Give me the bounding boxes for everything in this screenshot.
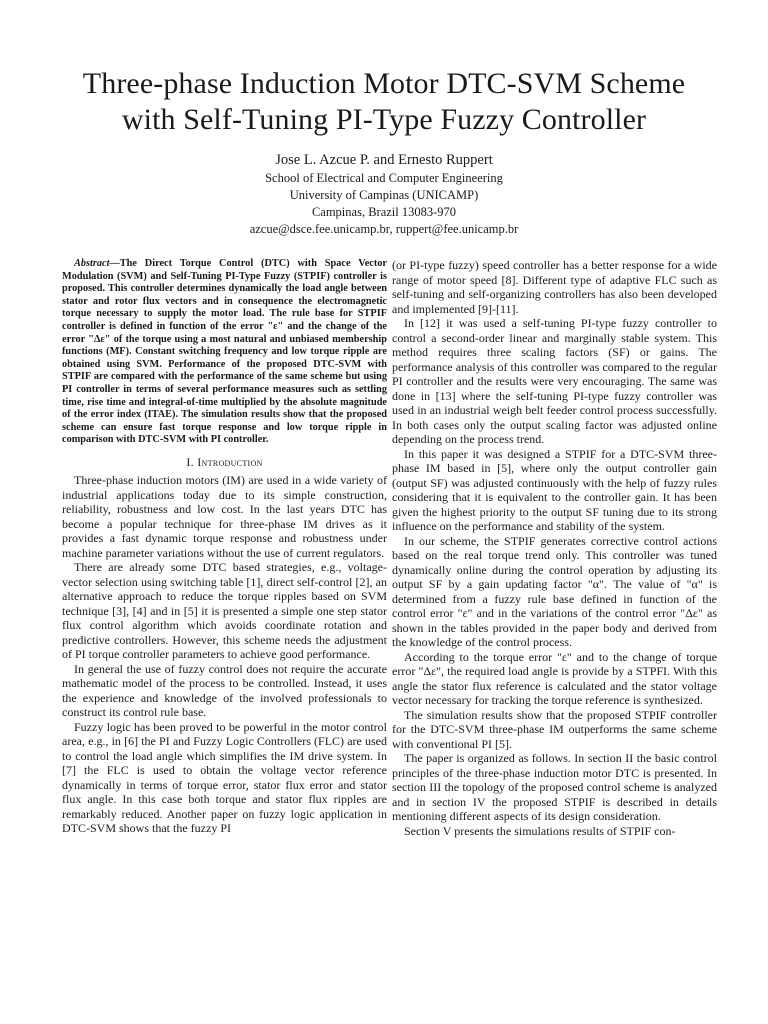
section-heading-introduction: I. Introduction — [186, 454, 263, 469]
paragraph: The simulation results show that the proposed STPIF controller for the DTC-SVM three-phase IM outperforms the same scheme with conventional PI [5]. — [392, 707, 717, 751]
paragraph: The paper is organized as follows. In section II the basic control principles of the three-phase induction motor DTC is presented. In section III the topology of the proposed control scheme is analyzed and in section IV the proposed STPIF is described in details mentioning different aspects of its design consideration. — [392, 751, 717, 823]
paragraph: Three-phase induction motors (IM) are used in a wide variety of industrial applications today due to its simple construction, reliability, robustness and low cost. In the last years DTC has become a popular technique for three-phase IM drives as it provides a fast dynamic torque response and robustness under machine parameter variations without the use of current regulators. — [62, 473, 387, 560]
affiliation-school: School of Electrical and Computer Engineering — [265, 171, 503, 185]
abstract-label: Abstract — [74, 258, 110, 269]
paragraph: In this paper it was designed a STPIF for a DTC-SVM three-phase IM based in [5], where only the output controller gain (output SF) was adjusted continuously with the help of fuzzy rules considering that it is equivalent to the controller gain. It has been given the highest priority to the output SF tuning due to its strong influence on the performance and stability of the system. — [392, 446, 717, 533]
author-block — [100, 150, 668, 238]
abstract — [62, 258, 387, 447]
paragraph: In general the use of fuzzy control does not require the accurate mathematic model of the process to be controlled. Instead, it uses the experience and knowledge of the involved professionals to construct its control rule base. — [62, 661, 387, 720]
paragraph: In our scheme, the STPIF generates corrective control actions based on the real torque trend only. This controller was tuned dynamically online during the control operation by adjusting its output SF by a gain updating factor "α". The value of "α" is determined from a fuzzy rule base defined in function of the control error "ε" and in the variations of the control error "Δε" as shown in the tables provided in the paper body and derived from the knowledge of the control process. — [392, 533, 717, 649]
paper-title — [40, 66, 728, 138]
title-line-2: with Self-Tuning PI-Type Fuzzy Controller — [121, 103, 647, 136]
paragraph: (or PI-type fuzzy) speed controller has a better response for a wide range of motor speed [8]. Different type of adaptive FLC such as self-tuning and self-organizing controllers has also been developed and implemented [9]-[11]. — [392, 258, 717, 316]
paragraph: In [12] it was used a self-tuning PI-type fuzzy controller to control a second-order linear and marginally stable system. This method requires three scaling factors (SF) or gains. The performance analysis of this controller was compared to the regular PI controller and the results were very encouraging. The same was done in [13] where the self-tuning PI-type fuzzy controller was used in an industrial weigh belt feeder control process successfully. In both cases only the output scaling factor was adjusted online depending on the process trend. — [392, 316, 717, 446]
affiliation-university: University of Campinas (UNICAMP) — [289, 188, 479, 202]
paragraph: There are already some DTC based strategies, e.g., voltage-vector selection using switching table [1], direct self-control [2], an alternative approach to reduce the torque ripples based on SVM technique [3], [4] and in [5] it is presented a simple one step stator flux control algorithm which avoids coordinate rotation and predictive controllers. However, this scheme needs the adjustment of PI torque controller parameters to achieve good performance. — [62, 560, 387, 662]
paragraph: Fuzzy logic has been proved to be powerful in the motor control area, e.g., in [6] the PI and Fuzzy Logic Controllers (FLC) are used to control the load angle which simplifies the IM drive system. In [7] the FLC is used to obtain the voltage vector reference dynamically in terms of torque error, stator flux error and stator flux angle. In this case both torque and stator flux ripples are remarkably reduced. Another paper on fuzzy logic application in DTC-SVM shows that the fuzzy PI — [62, 719, 387, 836]
author-names: Jose L. Azcue P. and Ernesto Ruppert — [275, 152, 493, 168]
paragraph: Section V presents the simulations results of STPIF con- — [404, 823, 676, 838]
left-column — [62, 258, 387, 836]
title-line-1: Three-phase Induction Motor DTC-SVM Scheme — [82, 67, 686, 100]
paragraph: According to the torque error "ε" and to the change of torque error "Δε", the required load angle is provide by a STPFI. With this angle the stator flux reference is calculated and the stator voltage vector necessary for tracking the torque reference is synthesized. — [392, 649, 717, 707]
affiliation-city: Campinas, Brazil 13083-970 — [311, 205, 457, 219]
right-column — [392, 258, 717, 838]
abstract-text: —The Direct Torque Control (DTC) with Space Vector Modulation (SVM) and Self-Tuning PI-Type Fuzzy (STPIF) controller is proposed. This controller determines dynamically the load angle between stator and rotor flux vectors and in consequence the electromagnetic torque necessary to supply the motor load. The rule base for STPIF controller is defined in function of the error "ε" and the change of the error "Δε" of the torque using a most natural and unbiased membership functions (MF). Constant switching frequency and low torque ripple are obtained using SVM. Performance of the proposed DTC-SVM with STPIF are compared with the performance of the same scheme but using PI controller in terms of several performance measures such as settling time, rise time and integral-of-time multiplied by the absolute magnitude of the error index (ITAE). The simulation results show that the proposed scheme can ensure fast torque response and low torque ripple in comparison with DTC-SVM with PI controller. — [62, 258, 387, 446]
author-emails: azcue@dsce.fee.unicamp.br, ruppert@fee.unicamp.br — [249, 222, 519, 236]
